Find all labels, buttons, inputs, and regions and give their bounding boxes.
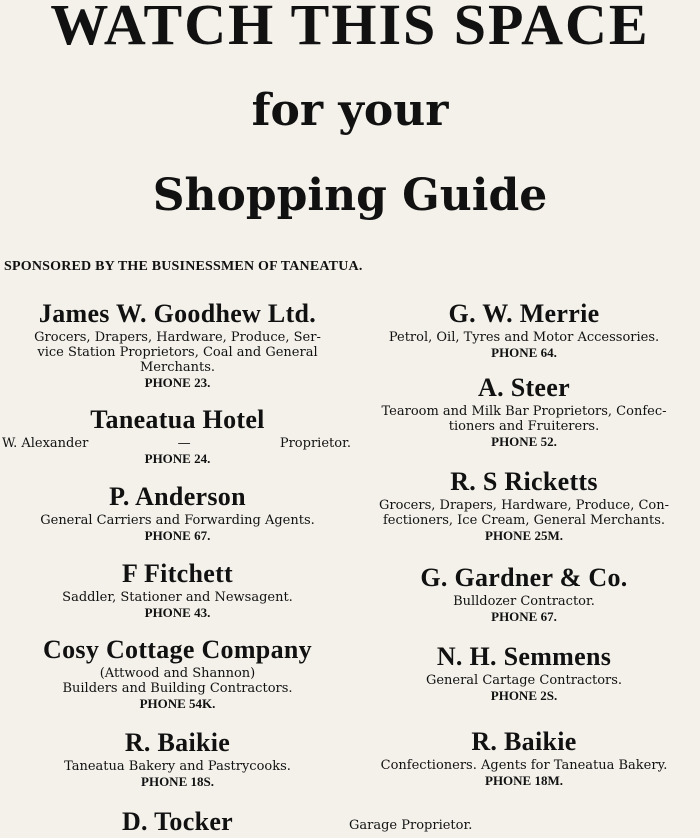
ad-cosy-cottage	[0, 634, 355, 712]
business-description	[348, 404, 700, 434]
business-phone: PHONE 67.	[491, 609, 557, 624]
ad-f-fitchett	[0, 558, 355, 621]
ad-nh-semmens	[348, 641, 700, 704]
ad-g-gardner	[348, 562, 700, 625]
business-phone: PHONE 52.	[491, 434, 557, 449]
headline-watch-this-space: WATCH THIS SPACE	[50, 0, 650, 57]
business-phone: PHONE 23.	[144, 375, 211, 390]
description-line: fectioners, Ice Cream, General Merchants.	[382, 513, 666, 528]
business-description-garage: Garage Proprietor.	[349, 818, 473, 833]
business-name: R. S Ricketts	[450, 467, 598, 496]
business-description: General Cartage Contractors.	[425, 673, 623, 688]
business-description: Saddler, Stationer and Newsagent.	[62, 590, 293, 605]
sponsor-line: SPONSORED BY THE BUSINESSMEN OF TANEATUA.	[4, 259, 363, 274]
description-line: Builders and Building Contractors.	[62, 681, 293, 696]
ad-taneatua-hotel	[0, 404, 355, 467]
proprietor-name: W. Alexander	[2, 436, 89, 451]
ad-r-baikie-left	[0, 727, 355, 790]
business-description: Confectioners. Agents for Taneatua Bakery.	[380, 758, 668, 773]
ad-goodhew	[0, 298, 355, 391]
business-phone: PHONE 54K.	[139, 696, 216, 711]
description-line: Grocers, Drapers, Hardware, Produce, Con-	[378, 498, 670, 513]
business-name: F Fitchett	[121, 559, 234, 588]
business-description: Bulldozer Contractor.	[453, 594, 595, 609]
description-line: tioners and Fruiterers.	[448, 419, 600, 434]
business-phone: PHONE 43.	[144, 605, 211, 620]
business-phone: PHONE 64.	[491, 345, 557, 360]
business-name: James W. Goodhew Ltd.	[38, 299, 317, 328]
business-name: G. Gardner & Co.	[420, 563, 628, 592]
ad-r-baikie-right	[348, 726, 700, 789]
business-phone: PHONE 2S.	[490, 688, 558, 703]
dash: —	[177, 436, 191, 451]
business-description: Taneatua Bakery and Pastrycooks.	[64, 759, 291, 774]
business-phone: PHONE 18S.	[141, 774, 214, 789]
business-phone: PHONE 67.	[144, 528, 211, 543]
business-name: Taneatua Hotel	[90, 405, 265, 434]
business-description	[0, 330, 355, 375]
business-name: N. H. Semmens	[436, 642, 612, 671]
business-name: G. W. Merrie	[448, 299, 600, 328]
business-description: General Carriers and Forwarding Agents.	[40, 513, 315, 528]
description-line: vice Station Proprietors, Coal and General	[37, 345, 318, 360]
ad-a-steer	[348, 372, 700, 450]
business-phone: PHONE 25M.	[485, 528, 563, 543]
description-line: Tearoom and Milk Bar Proprietors, Confec-	[381, 404, 667, 419]
headline-shopping-guide: Shopping Guide	[152, 170, 548, 221]
business-description	[0, 666, 355, 696]
business-phone: PHONE 18M.	[485, 773, 563, 788]
business-description	[0, 436, 355, 451]
ad-gw-merrie	[348, 298, 700, 361]
description-line: Merchants.	[139, 360, 216, 375]
business-name-d-tocker: D. Tocker	[121, 807, 234, 836]
headline-for-your: for your	[251, 85, 449, 136]
proprietor-label: Proprietor.	[279, 436, 351, 451]
business-name: R. Baikie	[471, 727, 577, 756]
business-name: P. Anderson	[109, 482, 246, 511]
description-line: Grocers, Drapers, Hardware, Produce, Ser-	[34, 330, 321, 345]
description-line: (Attwood and Shannon)	[99, 666, 256, 681]
business-description: Petrol, Oil, Tyres and Motor Accessories.	[388, 330, 660, 345]
business-phone: PHONE 24.	[144, 451, 211, 466]
business-name: R. Baikie	[124, 728, 231, 757]
ad-p-anderson	[0, 481, 355, 544]
business-name: Cosy Cottage Company	[43, 635, 312, 664]
business-name: A. Steer	[478, 373, 570, 402]
ad-rs-ricketts	[348, 466, 700, 544]
business-description	[348, 498, 700, 528]
